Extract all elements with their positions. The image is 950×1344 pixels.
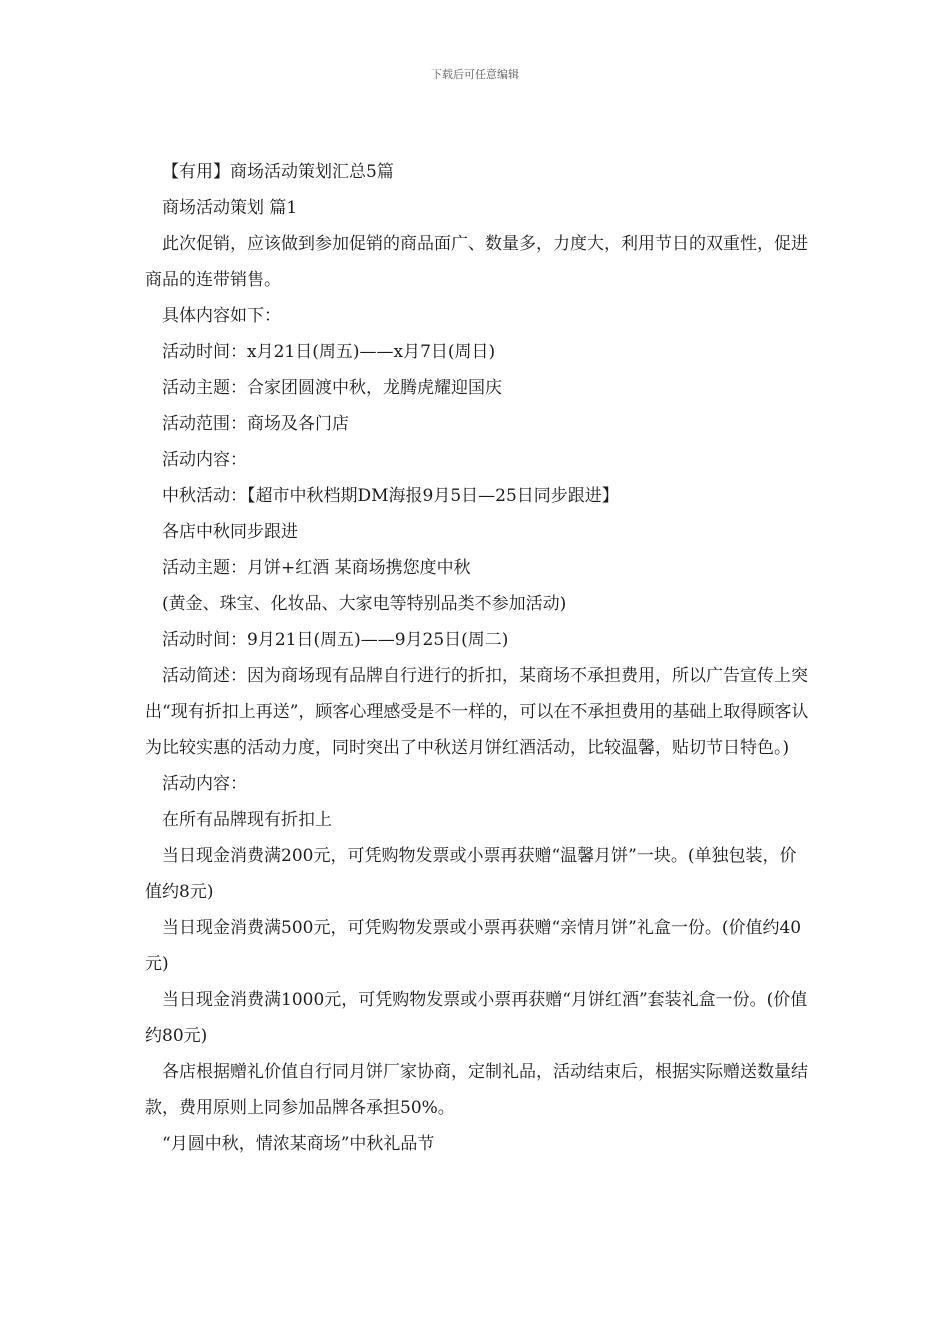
body-paragraph: 此次促销，应该做到参加促销的商品面广、数量多，力度大，利用节日的双重性，促进商品的连带销售。 <box>145 234 808 290</box>
body-paragraph: 活动时间：9月21日(周五)——9月25日(周二) <box>162 630 509 650</box>
document-body <box>145 154 810 1162</box>
body-paragraph: 在所有品牌现有折扣上 <box>162 810 332 830</box>
body-paragraph: 活动简述：因为商场现有品牌自行进行的折扣，某商场不承担费用，所以广告宣传上突出“现有折扣上再送”，顾客心理感受是不一样的，可以在不承担费用的基础上取得顾客认为比较实惠的活动力度，同时突出了中秋送月饼红酒活动，比较温馨，贴切节日特色。) <box>145 666 809 758</box>
body-paragraph: 具体内容如下： <box>162 306 281 326</box>
body-paragraph: 活动内容： <box>162 450 247 470</box>
page-header: 下载后可任意编辑 <box>431 68 519 81</box>
body-paragraph: 各店中秋同步跟进 <box>162 522 298 542</box>
body-paragraph: 当日现金消费满200元，可凭购物发票或小票再获赠“温馨月饼”一块。(单独包装，价值约8元) <box>145 846 797 902</box>
section-heading: 商场活动策划 篇1 <box>162 198 298 218</box>
body-paragraph: 中秋活动：【超市中秋档期DM海报9月5日—25日同步跟进】 <box>162 486 619 506</box>
body-paragraph: 当日现金消费满500元，可凭购物发票或小票再获赠“亲情月饼”礼盒一份。(价值约40元) <box>145 918 802 974</box>
body-paragraph: “月圆中秋，情浓某商场”中秋礼品节 <box>162 1134 435 1154</box>
body-paragraph: 活动范围：商场及各门店 <box>162 414 349 434</box>
body-paragraph: 活动内容： <box>162 774 247 794</box>
document-title: 【有用】商场活动策划汇总5篇 <box>162 162 394 182</box>
body-paragraph: 活动主题：月饼+红酒 某商场携您度中秋 <box>162 558 471 578</box>
body-paragraph: 各店根据赠礼价值自行同月饼厂家协商，定制礼品，活动结束后，根据实际赠送数量结款，费用原则上同参加品牌各承担50%。 <box>145 1062 808 1118</box>
body-paragraph: (黄金、珠宝、化妆品、大家电等特别品类不参加活动) <box>162 594 567 614</box>
body-paragraph: 活动时间：x月21日(周五)——x月7日(周日) <box>162 342 496 362</box>
body-paragraph: 活动主题：合家团圆渡中秋，龙腾虎耀迎国庆 <box>162 378 502 398</box>
body-paragraph: 当日现金消费满1000元，可凭购物发票或小票再获赠“月饼红酒”套装礼盒一份。(价值约80元) <box>145 990 808 1046</box>
